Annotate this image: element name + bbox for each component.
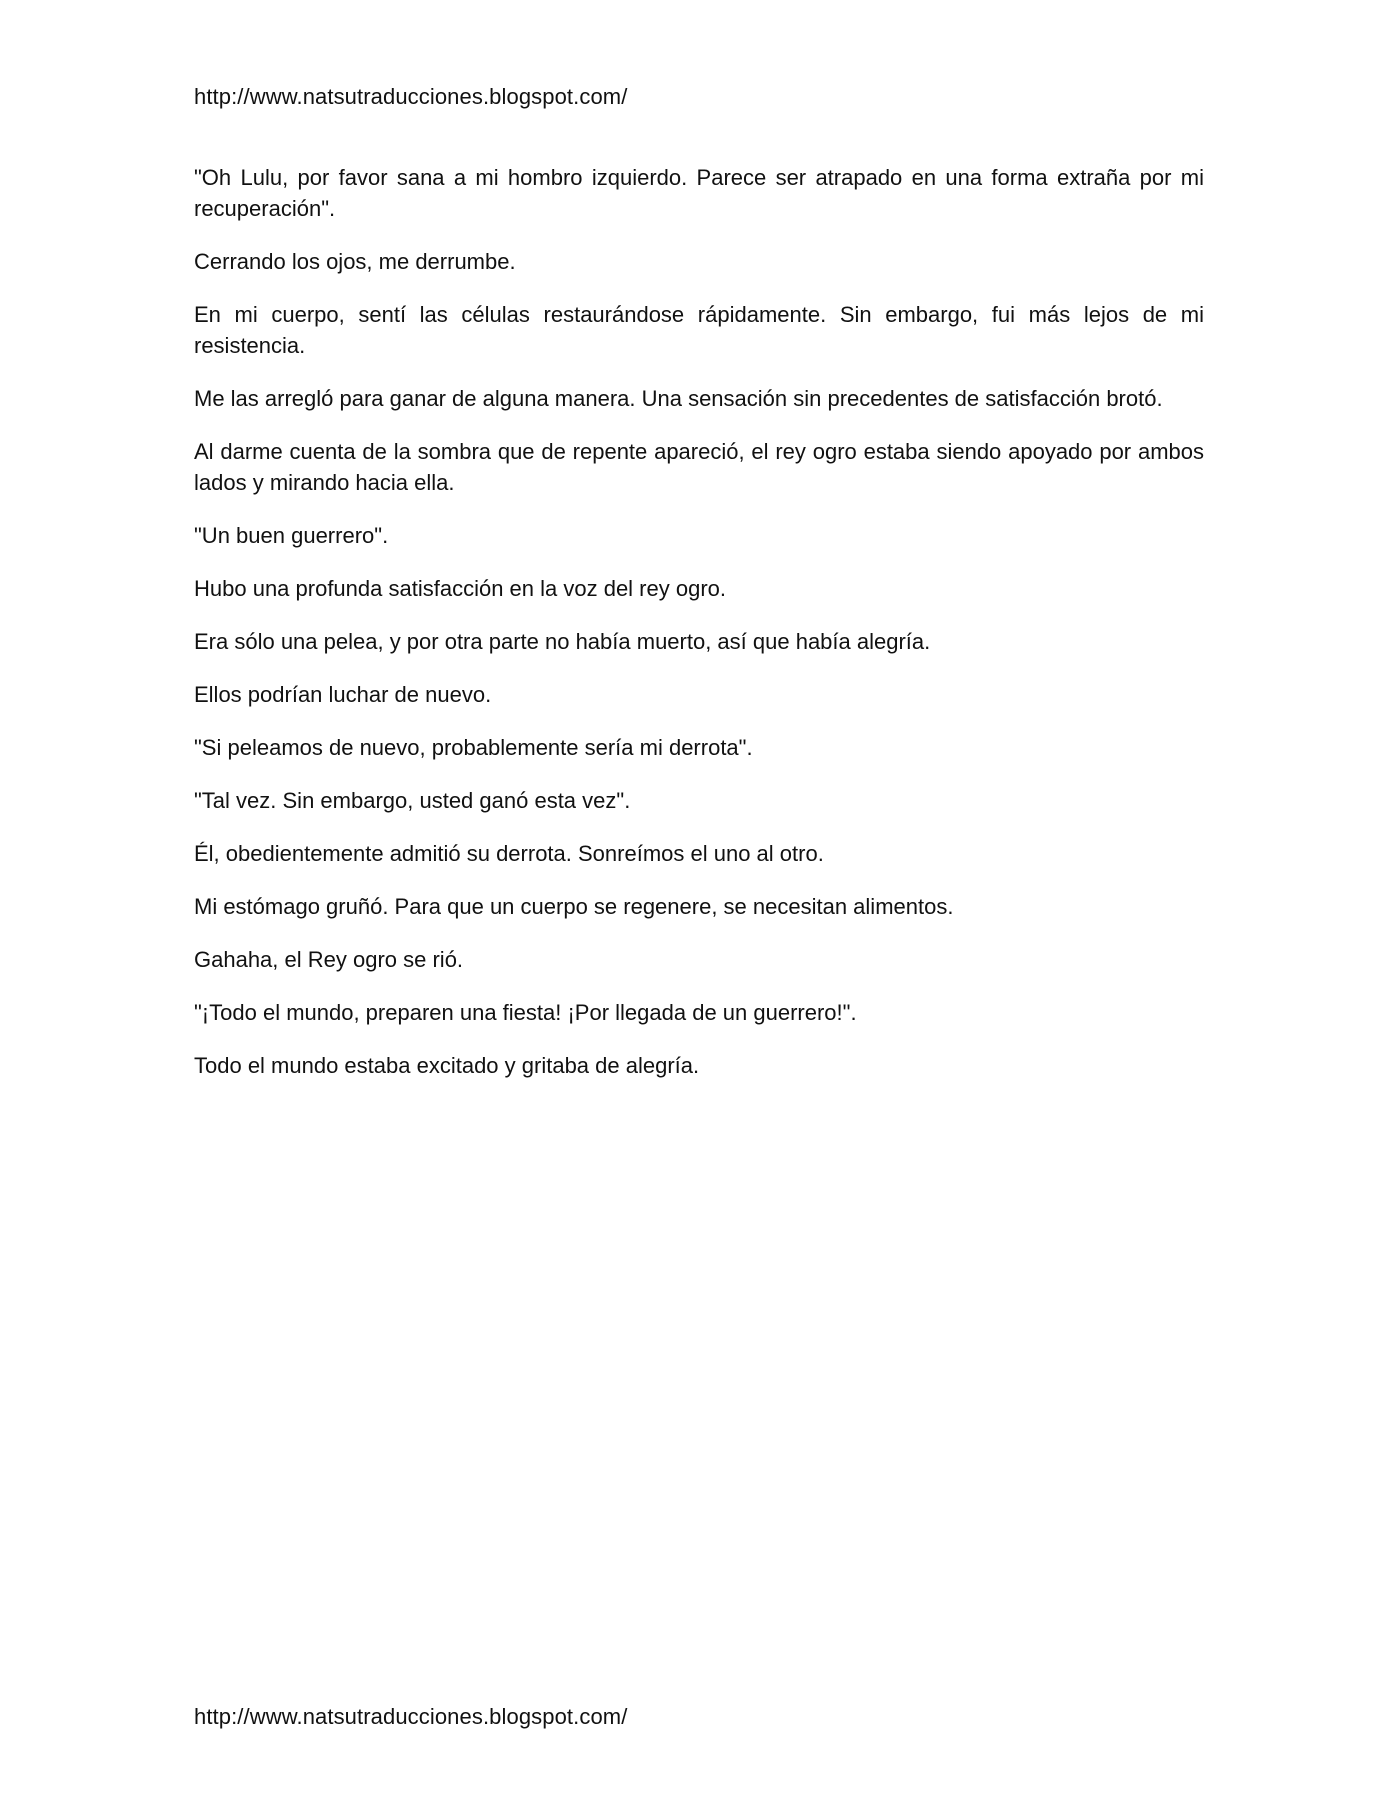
paragraph: "Si peleamos de nuevo, probablemente sería mi derrota". <box>194 735 753 760</box>
paragraph: Cerrando los ojos, me derrumbe. <box>194 249 516 274</box>
paragraph: "Un buen guerrero". <box>194 523 389 548</box>
paragraph: "¡Todo el mundo, preparen una fiesta! ¡Por llegada de un guerrero!". <box>194 1000 857 1025</box>
paragraph: Me las arregló para ganar de alguna manera. Una sensación sin precedentes de satisfacción brotó. <box>194 386 1163 411</box>
paragraph: En mi cuerpo, sentí las células restaurándose rápidamente. Sin embargo, fui más lejos de mi resistencia. <box>194 302 1204 358</box>
header-url: http://www.natsutraducciones.blogspot.com/ <box>194 84 628 109</box>
paragraph: "Oh Lulu, por favor sana a mi hombro izquierdo. Parece ser atrapado en una forma extraña por mi recuperación". <box>194 165 1204 221</box>
paragraph: Era sólo una pelea, y por otra parte no había muerto, así que había alegría. <box>194 629 931 654</box>
paragraph: Al darme cuenta de la sombra que de repente apareció, el rey ogro estaba siendo apoyado por ambos lados y mirando hacia ella. <box>194 439 1204 495</box>
paragraph: Él, obedientemente admitió su derrota. Sonreímos el uno al otro. <box>194 841 824 866</box>
paragraph: "Tal vez. Sin embargo, usted ganó esta vez". <box>194 788 631 813</box>
document-body <box>194 162 1204 1103</box>
paragraph: Gahaha, el Rey ogro se rió. <box>194 947 464 972</box>
paragraph: Hubo una profunda satisfacción en la voz del rey ogro. <box>194 576 726 601</box>
paragraph: Mi estómago gruñó. Para que un cuerpo se regenere, se necesitan alimentos. <box>194 894 954 919</box>
paragraph: Ellos podrían luchar de nuevo. <box>194 682 492 707</box>
footer-url: http://www.natsutraducciones.blogspot.com/ <box>194 1704 628 1729</box>
paragraph: Todo el mundo estaba excitado y gritaba de alegría. <box>194 1053 700 1078</box>
